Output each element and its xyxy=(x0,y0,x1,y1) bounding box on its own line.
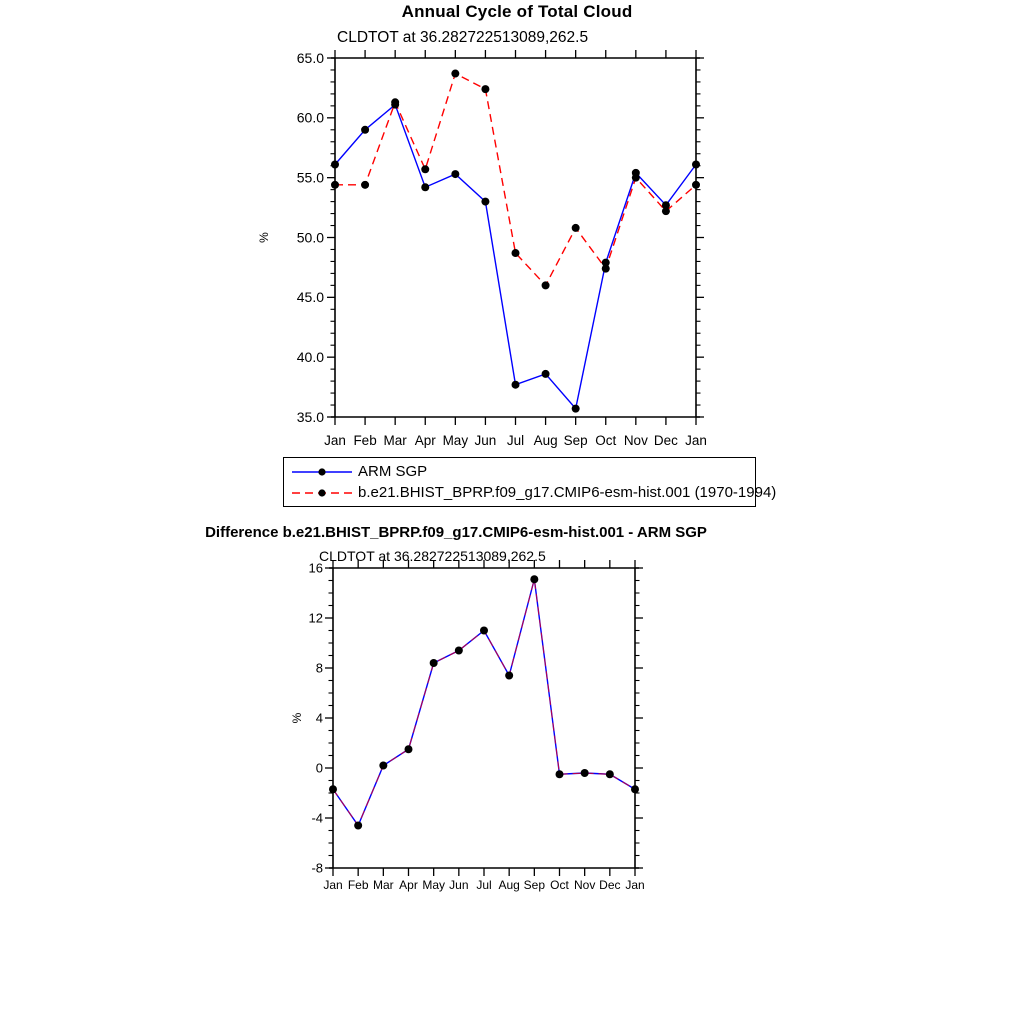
svg-text:40.0: 40.0 xyxy=(296,349,324,366)
difference-chart xyxy=(290,560,645,892)
difference-title: Difference b.e21.BHIST_BPRP.f09_g17.CMIP6-esm-hist.001 - ARM SGP xyxy=(205,524,707,541)
legend-line-sample-solid xyxy=(290,466,354,478)
legend-item-model xyxy=(290,482,777,503)
svg-text:65.0: 65.0 xyxy=(296,49,324,66)
legend-item-arm-sgp xyxy=(290,461,749,482)
legend-marker-icon xyxy=(318,468,325,475)
svg-text:Mar: Mar xyxy=(383,433,407,448)
svg-text:Nov: Nov xyxy=(623,433,648,448)
svg-text:Jun: Jun xyxy=(474,433,497,448)
svg-text:%: % xyxy=(290,712,304,724)
svg-text:12: 12 xyxy=(308,610,323,626)
svg-text:Dec: Dec xyxy=(599,878,621,892)
svg-text:-8: -8 xyxy=(311,860,323,876)
svg-text:8: 8 xyxy=(315,660,323,676)
svg-text:Dec: Dec xyxy=(653,433,678,448)
svg-text:Apr: Apr xyxy=(399,878,418,892)
svg-text:Jan: Jan xyxy=(625,878,645,892)
annual-cycle-title: Annual Cycle of Total Cloud xyxy=(401,2,633,21)
svg-text:-4: -4 xyxy=(311,810,323,826)
svg-text:35.0: 35.0 xyxy=(296,408,324,425)
annual-cycle-subtitle: CLDTOT at 36.282722513089,262.5 xyxy=(337,29,589,46)
svg-text:Jan: Jan xyxy=(323,878,343,892)
annual-cycle-chart xyxy=(257,50,707,448)
svg-text:Sep: Sep xyxy=(563,433,588,448)
svg-text:55.0: 55.0 xyxy=(296,169,324,186)
svg-text:Mar: Mar xyxy=(372,878,394,892)
svg-text:Jan: Jan xyxy=(324,433,346,448)
svg-text:May: May xyxy=(442,433,469,448)
svg-text:Nov: Nov xyxy=(573,878,596,892)
svg-text:Oct: Oct xyxy=(595,433,617,448)
legend-marker-icon xyxy=(318,489,325,496)
legend xyxy=(283,457,777,507)
svg-text:Jul: Jul xyxy=(476,878,492,892)
svg-text:Sep: Sep xyxy=(523,878,546,892)
svg-text:Jun: Jun xyxy=(449,878,469,892)
legend-line-sample-dashed xyxy=(290,487,354,499)
svg-text:Jan: Jan xyxy=(685,433,707,448)
svg-text:0: 0 xyxy=(315,760,323,776)
svg-text:Feb: Feb xyxy=(353,433,377,448)
svg-text:Jul: Jul xyxy=(506,433,525,448)
legend-label-arm-sgp: ARM SGP xyxy=(358,463,428,480)
svg-text:Feb: Feb xyxy=(347,878,369,892)
svg-text:%: % xyxy=(257,232,271,243)
svg-text:Apr: Apr xyxy=(414,433,436,448)
difference-subtitle: CLDTOT at 36.282722513089,262.5 xyxy=(319,548,546,564)
svg-text:4: 4 xyxy=(315,710,323,726)
svg-text:45.0: 45.0 xyxy=(296,289,324,306)
svg-text:16: 16 xyxy=(308,560,323,576)
svg-text:60.0: 60.0 xyxy=(296,109,324,126)
svg-text:May: May xyxy=(422,878,446,892)
svg-text:50.0: 50.0 xyxy=(296,229,324,246)
svg-text:Oct: Oct xyxy=(550,878,569,892)
svg-text:Aug: Aug xyxy=(498,878,520,892)
svg-text:Aug: Aug xyxy=(533,433,558,448)
legend-label-model: b.e21.BHIST_BPRP.f09_g17.CMIP6-esm-hist.001 (1970-1994) xyxy=(358,484,777,501)
